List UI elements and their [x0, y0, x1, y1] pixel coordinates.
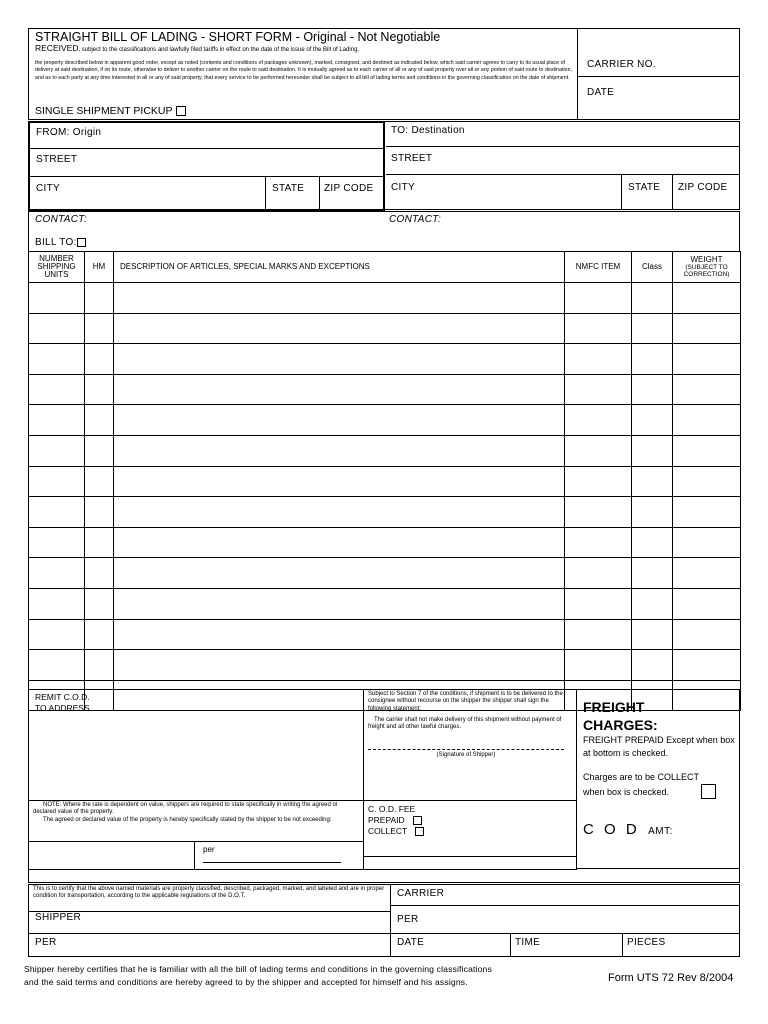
- freight-collect-checkbox[interactable]: [701, 784, 716, 799]
- signature-label: (Signature of Shipper): [436, 752, 496, 758]
- from-city-label: CITY: [36, 183, 60, 194]
- nmfc-cell[interactable]: [565, 374, 632, 405]
- class-cell[interactable]: [632, 405, 673, 436]
- item-row: [29, 619, 741, 650]
- weight-cell[interactable]: [673, 435, 741, 466]
- col-class-header: Class: [632, 252, 673, 283]
- to-contact-label: CONTACT:: [389, 214, 442, 225]
- from-street-label: STREET: [36, 154, 78, 165]
- units-cell[interactable]: [29, 466, 85, 497]
- hm-cell[interactable]: [85, 588, 114, 619]
- date-label: DATE: [587, 87, 615, 98]
- col-weight-header: WEIGHT (SUBJECT TO CORRECTION): [673, 252, 741, 283]
- from-box: [28, 121, 385, 211]
- hm-cell[interactable]: [85, 283, 114, 314]
- nmfc-cell[interactable]: [565, 283, 632, 314]
- nmfc-cell[interactable]: [565, 588, 632, 619]
- to-zip-label: ZIP CODE: [678, 182, 728, 193]
- cod-collect: COLLECT: [368, 826, 424, 837]
- cod-fee-box: [364, 801, 577, 857]
- cod-fee-amount-field[interactable]: [364, 857, 577, 870]
- carrier-label: CARRIER: [397, 888, 445, 899]
- hm-cell[interactable]: [85, 527, 114, 558]
- cod-prepaid-checkbox[interactable]: [413, 816, 422, 825]
- weight-cell[interactable]: [673, 650, 741, 681]
- units-cell[interactable]: [29, 283, 85, 314]
- nmfc-cell[interactable]: [565, 344, 632, 375]
- from-zip-label: ZIP CODE: [324, 183, 374, 194]
- weight-cell[interactable]: [673, 313, 741, 344]
- to-destination-field[interactable]: [386, 122, 739, 147]
- item-row: [29, 466, 741, 497]
- item-row: [29, 497, 741, 528]
- carrier-per-label: PER: [397, 914, 419, 925]
- from-origin-label: FROM: Origin: [36, 127, 102, 138]
- description-cell[interactable]: [114, 588, 565, 619]
- to-box: [386, 122, 739, 209]
- class-cell[interactable]: [632, 374, 673, 405]
- single-shipment-pickup: SINGLE SHIPMENT PICKUP: [35, 105, 186, 117]
- description-cell[interactable]: [114, 466, 565, 497]
- to-address-label: TO ADDRESS: [35, 703, 90, 713]
- class-cell[interactable]: [632, 344, 673, 375]
- from-zip-field[interactable]: [320, 177, 383, 209]
- bill-to-label: BILL TO:: [35, 237, 86, 248]
- item-row: [29, 405, 741, 436]
- carrier-field[interactable]: [391, 885, 739, 906]
- hm-cell[interactable]: [85, 344, 114, 375]
- form-title: STRAIGHT BILL OF LADING - SHORT FORM - Original - Not Negotiable: [35, 30, 441, 44]
- carrier-no-box[interactable]: [578, 29, 739, 77]
- weight-cell[interactable]: [673, 558, 741, 589]
- received-text: RECEIVED, subject to the classifications and lawfully filed tariffs in effect on the date of the issue of the Bill of Lading,: [35, 43, 360, 53]
- item-row: [29, 313, 741, 344]
- nmfc-cell[interactable]: [565, 558, 632, 589]
- units-cell[interactable]: [29, 405, 85, 436]
- cod-amount-box[interactable]: [577, 801, 739, 869]
- declared-value-field[interactable]: [29, 842, 195, 870]
- class-cell[interactable]: [632, 313, 673, 344]
- hm-cell[interactable]: [85, 650, 114, 681]
- description-cell[interactable]: [114, 313, 565, 344]
- hm-cell[interactable]: [85, 405, 114, 436]
- cod-section: [28, 689, 740, 883]
- hm-cell[interactable]: [85, 435, 114, 466]
- freight-prepaid-text: FREIGHT PREPAID Except when box at bottom is checked.: [583, 735, 735, 758]
- hm-cell[interactable]: [85, 558, 114, 589]
- class-cell[interactable]: [632, 619, 673, 650]
- to-state-label: STATE: [628, 182, 661, 193]
- hm-cell[interactable]: [85, 374, 114, 405]
- description-cell[interactable]: [114, 497, 565, 528]
- carrier-per-field[interactable]: [391, 906, 739, 934]
- note-text: NOTE: Where the rate is dependent on value, shippers are required to state specifically in writing the agreed or declared value of the property. The agreed or declared value of the property is hereby specifically stated by the shipper to be not exceeding:: [33, 802, 338, 823]
- description-cell[interactable]: [114, 619, 565, 650]
- description-cell[interactable]: [114, 527, 565, 558]
- from-origin-field[interactable]: [30, 123, 383, 149]
- from-state-label: STATE: [272, 183, 305, 194]
- date-box[interactable]: [578, 77, 739, 119]
- contact-section: [28, 211, 740, 252]
- to-zip-field[interactable]: [673, 175, 739, 209]
- certify-text: This is to certify that the above named materials are properly classified, described, packaged, marked, and labeled and are in proper condition for transportation, according to the applicable regulations of the D.O.T.: [33, 886, 385, 900]
- carrier-no-label: CARRIER NO.: [587, 59, 656, 70]
- item-row: [29, 283, 741, 314]
- units-cell[interactable]: [29, 619, 85, 650]
- units-cell[interactable]: [29, 558, 85, 589]
- class-cell[interactable]: [632, 650, 673, 681]
- shipper-label: SHIPPER: [35, 912, 82, 923]
- class-cell[interactable]: [632, 497, 673, 528]
- weight-cell[interactable]: [673, 619, 741, 650]
- nmfc-cell[interactable]: [565, 497, 632, 528]
- hm-cell[interactable]: [85, 466, 114, 497]
- item-row: [29, 374, 741, 405]
- to-street-field[interactable]: [386, 147, 739, 175]
- item-row: [29, 650, 741, 681]
- items-table: [28, 251, 741, 711]
- signoff-pieces-field[interactable]: [623, 934, 739, 956]
- units-cell[interactable]: [29, 497, 85, 528]
- carrier-statement-text: The carrier shall not make delivery of this shipment without payment of freight and all other lawful charges.: [368, 717, 562, 731]
- units-cell[interactable]: [29, 374, 85, 405]
- weight-cell[interactable]: [673, 466, 741, 497]
- signoff-date-label: DATE: [397, 937, 425, 948]
- description-cell[interactable]: [114, 435, 565, 466]
- col-description-header: DESCRIPTION OF ARTICLES, SPECIAL MARKS AND EXCEPTIONS: [114, 252, 565, 283]
- weight-cell[interactable]: [673, 527, 741, 558]
- col-units-header: NUMBER SHIPPING UNITS: [29, 252, 85, 283]
- shipper-per-label: PER: [35, 937, 57, 948]
- class-cell[interactable]: [632, 435, 673, 466]
- hm-cell[interactable]: [85, 313, 114, 344]
- from-state-field[interactable]: [266, 177, 320, 209]
- signoff-time-field[interactable]: [511, 934, 623, 956]
- weight-cell[interactable]: [673, 374, 741, 405]
- class-cell[interactable]: [632, 283, 673, 314]
- certify-box: [29, 885, 391, 912]
- description-cell[interactable]: [114, 344, 565, 375]
- signoff-time-label: TIME: [515, 937, 541, 948]
- section7-box: [364, 690, 577, 801]
- header-left: [29, 29, 578, 119]
- cod-fee-label: C. O.D. FEE: [368, 804, 416, 814]
- class-cell[interactable]: [632, 527, 673, 558]
- units-cell[interactable]: [29, 435, 85, 466]
- bill-to-checkbox[interactable]: [77, 238, 86, 247]
- nmfc-cell[interactable]: [565, 313, 632, 344]
- signoff-section: [28, 884, 740, 957]
- item-row: [29, 435, 741, 466]
- item-row: [29, 344, 741, 375]
- class-cell[interactable]: [632, 558, 673, 589]
- freight-charges-box: [577, 690, 739, 801]
- form-number: Form UTS 72 Rev 8/2004: [608, 972, 734, 984]
- signoff-date-field[interactable]: [391, 934, 511, 956]
- nmfc-cell[interactable]: [565, 650, 632, 681]
- to-state-field[interactable]: [622, 175, 673, 209]
- cod-amount-label: C O D AMT:: [583, 821, 673, 838]
- to-destination-label: TO: Destination: [391, 125, 465, 136]
- per-label: per: [203, 845, 215, 854]
- address-section: [28, 121, 740, 210]
- hm-cell[interactable]: [85, 497, 114, 528]
- units-cell[interactable]: [29, 313, 85, 344]
- description-cell[interactable]: [114, 374, 565, 405]
- remit-cod-label: REMIT C.O.D.: [35, 692, 90, 702]
- class-cell[interactable]: [632, 466, 673, 497]
- description-cell[interactable]: [114, 558, 565, 589]
- nmfc-cell[interactable]: [565, 466, 632, 497]
- weight-cell[interactable]: [673, 588, 741, 619]
- class-cell[interactable]: [632, 588, 673, 619]
- from-city-field[interactable]: [30, 177, 266, 209]
- shipper-per-field[interactable]: [29, 934, 391, 956]
- weight-cell[interactable]: [673, 283, 741, 314]
- nmfc-cell[interactable]: [565, 619, 632, 650]
- shipper-field[interactable]: [29, 912, 391, 934]
- terms-text: the property described below in apparent good order, except as noted (contents and conditions of packages unknown), marked, consigned, and destined as indicated below, which said carrier agrees to carry to its usual place of delivery at said destination, if on its route, otherwise to deliver to another carrier on the route to said destination. It is mutually agreed as to each carrier of all or any of said property over all or any portion of said route to destination, and as to each party at any time interested in all or any of said property, that every service to be performed hereunder shall be subject to all bill of lading terms and conditions in the governing classification on the date of shipment.: [35, 60, 573, 81]
- col-nmfc-header: NMFC ITEM: [565, 252, 632, 283]
- freight-collect-text: Charges are to be COLLECT when box is checked.: [583, 772, 699, 797]
- description-cell[interactable]: [114, 283, 565, 314]
- remit-cod-box[interactable]: [29, 690, 364, 801]
- units-cell[interactable]: [29, 527, 85, 558]
- per-underline: [203, 862, 341, 863]
- single-pickup-checkbox[interactable]: [176, 106, 186, 116]
- to-city-label: CITY: [391, 182, 415, 193]
- items-header-row: [29, 252, 741, 283]
- section7-text: Subject to Section 7 of the conditions, if shipment is to be delivered to the consignee without recourse on the shipper the shipper shall sign the following statement:: [368, 691, 563, 712]
- weight-cell[interactable]: [673, 344, 741, 375]
- col-hm-header: HM: [85, 252, 114, 283]
- signoff-pieces-label: PIECES: [627, 937, 666, 948]
- declared-value-note: [29, 801, 364, 842]
- header-section: [28, 28, 740, 120]
- description-cell[interactable]: [114, 650, 565, 681]
- description-cell[interactable]: [114, 405, 565, 436]
- cod-prepaid: PREPAID: [368, 815, 422, 826]
- from-contact-label: CONTACT:: [35, 214, 88, 225]
- weight-cell[interactable]: [673, 405, 741, 436]
- nmfc-cell[interactable]: [565, 527, 632, 558]
- item-row: [29, 558, 741, 589]
- units-cell[interactable]: [29, 650, 85, 681]
- hm-cell[interactable]: [85, 619, 114, 650]
- to-street-label: STREET: [391, 153, 433, 164]
- nmfc-cell[interactable]: [565, 405, 632, 436]
- freight-charges-title: FREIGHT CHARGES:: [583, 699, 658, 733]
- shipper-statement: Shipper hereby certifies that he is familiar with all the bill of lading terms and conditions in the governing classifications and the said terms and conditions are hereby agreed to by the shipper and accepted for himself and his assigns.: [24, 964, 492, 987]
- units-cell[interactable]: [29, 588, 85, 619]
- signature-line[interactable]: [368, 749, 564, 750]
- item-row: [29, 588, 741, 619]
- from-street-field[interactable]: [30, 149, 383, 177]
- weight-cell[interactable]: [673, 497, 741, 528]
- to-city-field[interactable]: [386, 175, 622, 209]
- cod-collect-checkbox[interactable]: [415, 827, 424, 836]
- declared-per-field[interactable]: [195, 842, 364, 870]
- nmfc-cell[interactable]: [565, 435, 632, 466]
- units-cell[interactable]: [29, 344, 85, 375]
- item-row: [29, 527, 741, 558]
